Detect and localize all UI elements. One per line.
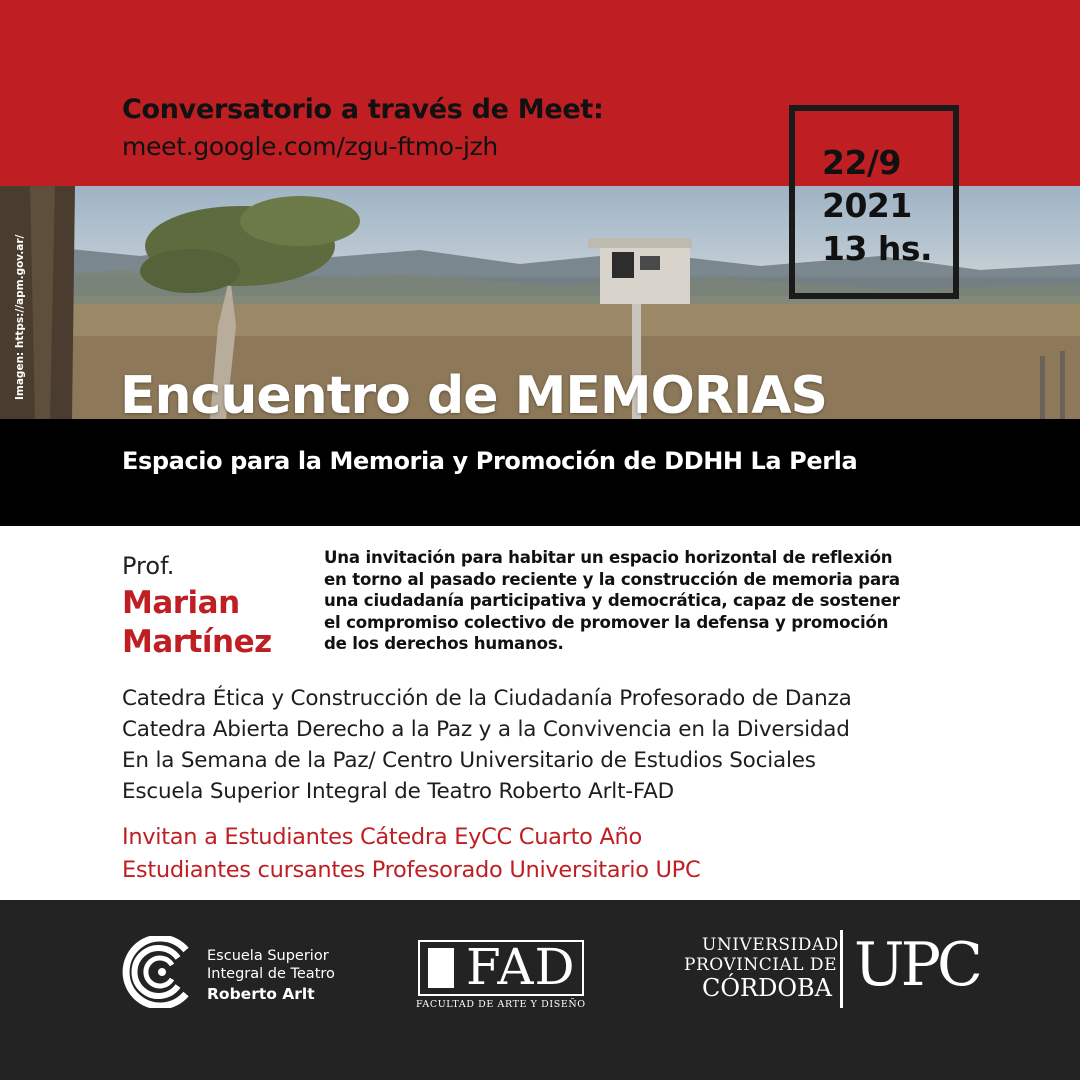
escuela-logo-icon [122,936,194,1008]
meet-title: Conversatorio a través de Meet: [122,94,604,125]
fad-logo-text: FAD [466,938,576,996]
event-date: 22/9 [822,143,901,182]
organizer-line: Catedra Ética y Construcción de la Ciudadanía Profesorado de Danza [122,686,852,711]
organizer-line: En la Semana de la Paz/ Centro Universitario de Estudios Sociales [122,748,816,773]
school-name-line: Roberto Arlt [207,985,315,1003]
description-line: Una invitación para habitar un espacio horizontal de reflexión [324,548,893,567]
event-year: 2021 [822,186,912,225]
speaker-first-name: Marian [122,585,240,621]
event-time: 13 hs. [822,229,933,268]
fad-logo-block-icon [428,948,454,988]
event-subtitle: Espacio para la Memoria y Promoción de DDHH La Perla [122,447,858,475]
upc-name-line: CÓRDOBA [702,974,832,1002]
description-line: el compromiso colectivo de promover la defensa y promoción [324,612,889,632]
upc-name-line: UNIVERSIDAD [702,935,839,955]
fad-subtitle: FACULTAD DE ARTE Y DISEÑO [416,999,586,1010]
event-description [324,547,974,655]
photo-credit: Imagen: https://apm.gov.ar/ [14,234,26,400]
speaker-last-name: Martínez [122,624,272,660]
upc-logo-text: UPC [854,930,979,1000]
speaker-prefix: Prof. [122,552,175,580]
school-name-line: Integral de Teatro [207,966,335,982]
event-headline: Encuentro de MEMORIAS [120,366,827,426]
description-line: de los derechos humanos. [324,634,564,654]
meet-link[interactable]: meet.google.com/zgu-ftmo-jzh [122,132,498,161]
invitation-line: Invitan a Estudiantes Cátedra EyCC Cuarto Año [122,824,642,850]
description-line: una ciudadanía participativa y democrática, capaz de sostener [324,591,900,611]
invitation-line: Estudiantes cursantes Profesorado Universitario UPC [122,857,701,883]
organizer-line: Escuela Superior Integral de Teatro Roberto Arlt-FAD [122,779,674,804]
upc-name-line: PROVINCIAL DE [684,955,837,975]
school-name-line: Escuela Superior [207,948,329,964]
organizer-line: Catedra Abierta Derecho a la Paz y a la Convivencia en la Diversidad [122,717,850,742]
description-line: en torno al pasado reciente y la construcción de memoria para [324,569,900,589]
upc-divider [840,930,843,1008]
